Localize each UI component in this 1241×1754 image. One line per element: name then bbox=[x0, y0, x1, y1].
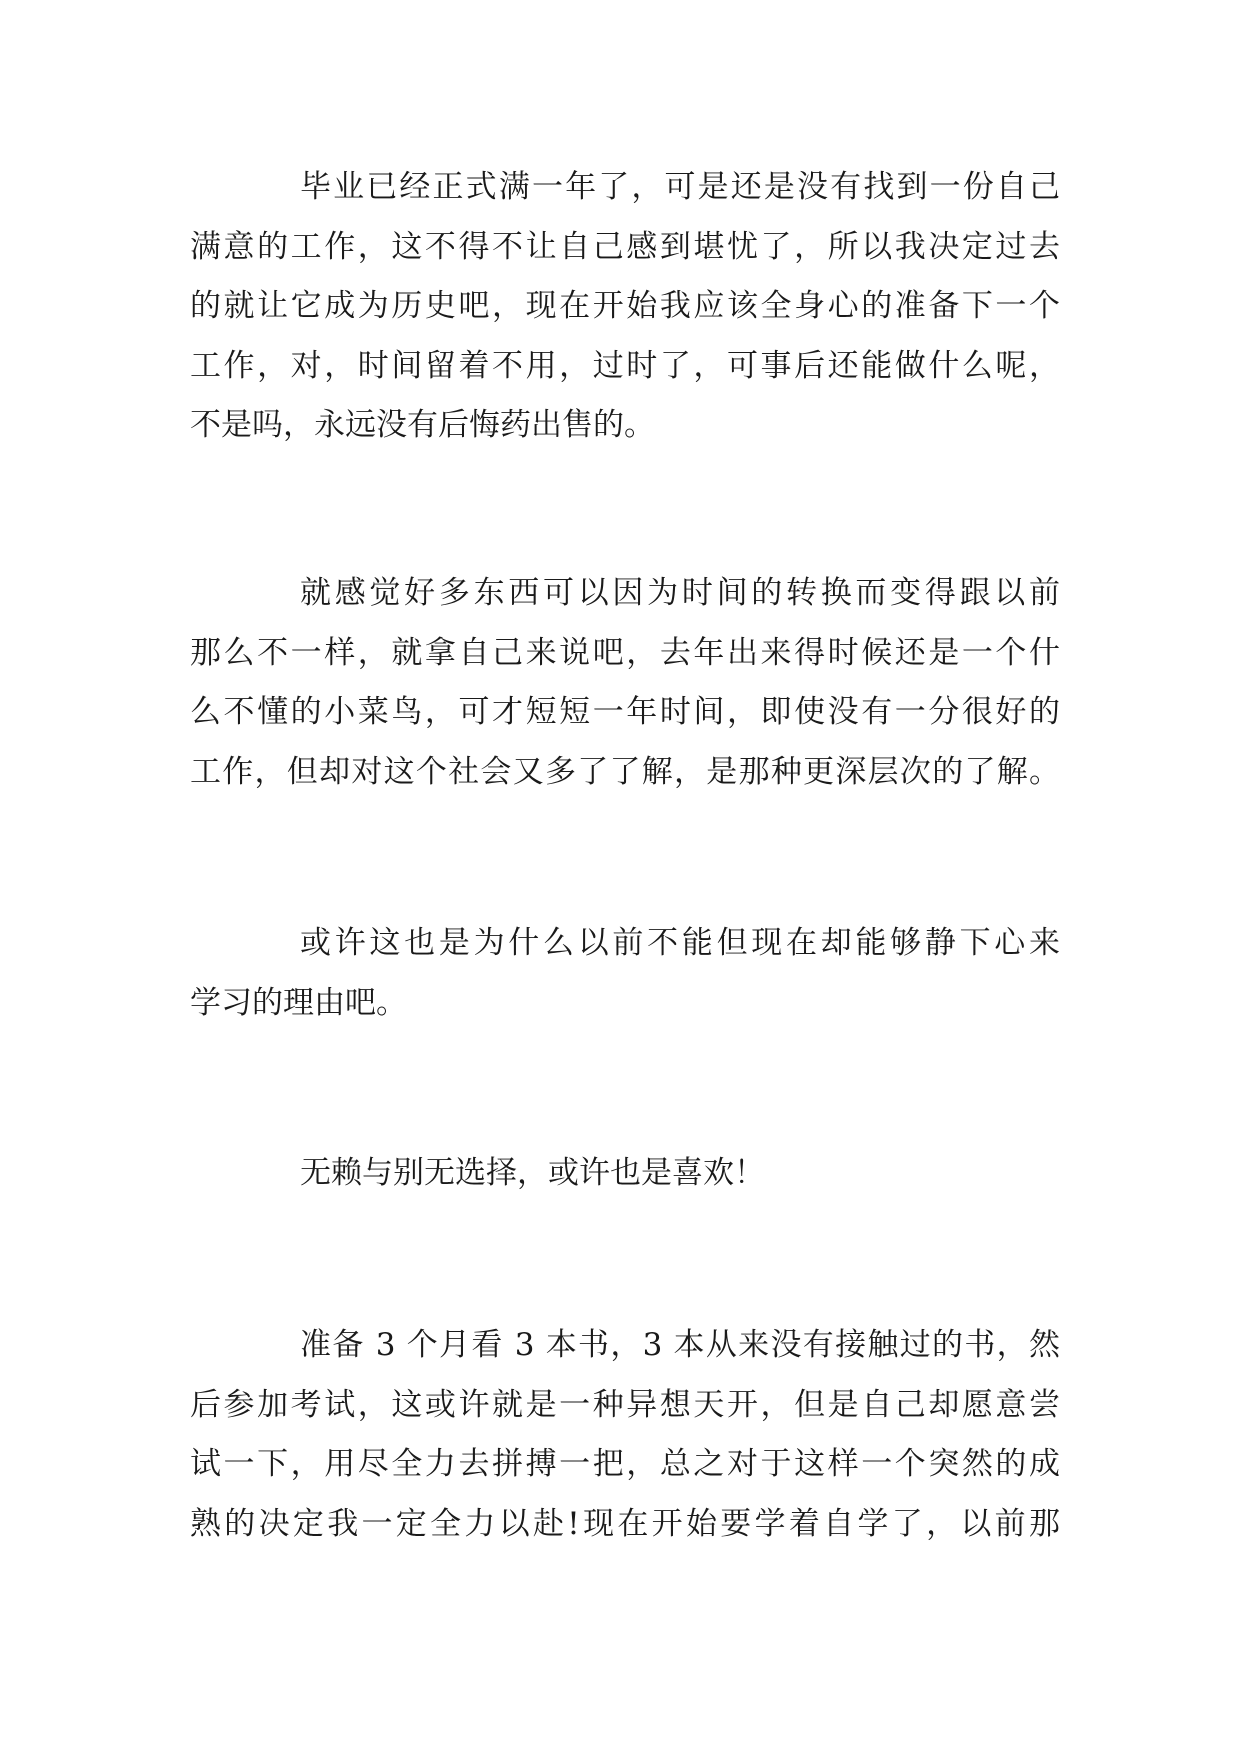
paragraph-line: 熟的决定我一定全力以赴!现在开始要学着自学了，以前那 bbox=[190, 1505, 1060, 1542]
paragraph-line: 那么不一样，就拿自己来说吧，去年出来得时候还是一个什 bbox=[190, 634, 1060, 671]
paragraph-line: 准备 3 个月看 3 本书，3 本从来没有接触过的书，然 bbox=[300, 1327, 1060, 1363]
paragraph-2 bbox=[190, 564, 1060, 802]
paragraph-3 bbox=[190, 914, 1060, 1033]
paragraph-line: 么不懂的小菜鸟，可才短短一年时间，即使没有一分很好的 bbox=[190, 694, 1060, 730]
paragraph-line: 试一下，用尽全力去拼搏一把，总之对于这样一个突然的成 bbox=[190, 1446, 1060, 1482]
paragraph-line: 的就让它成为历史吧，现在开始我应该全身心的准备下一个 bbox=[190, 288, 1060, 324]
paragraph-line: 工作，对，时间留着不用，过时了，可事后还能做什么呢， bbox=[190, 347, 1060, 384]
paragraph-line: 满意的工作，这不得不让自己感到堪忧了，所以我决定过去 bbox=[190, 228, 1060, 265]
paragraph-4 bbox=[190, 1144, 1060, 1204]
paragraph-line: 就感觉好多东西可以因为时间的转换而变得跟以前 bbox=[300, 575, 1060, 611]
paragraph-line: 后参加考试，这或许就是一种异想天开，但是自己却愿意尝 bbox=[190, 1386, 1060, 1423]
paragraph-5 bbox=[190, 1316, 1060, 1554]
paragraph-line: 无赖与别无选择，或许也是喜欢！ bbox=[300, 1155, 765, 1191]
paragraph-1 bbox=[190, 158, 1060, 456]
paragraph-line: 不是吗，永远没有后悔药出售的。 bbox=[190, 407, 655, 443]
paragraph-line: 或许这也是为什么以前不能但现在却能够静下心来 bbox=[300, 925, 1060, 961]
paragraph-line: 学习的理由吧。 bbox=[190, 984, 407, 1021]
paragraph-line: 工作，但却对这个社会又多了了解，是那种更深层次的了解。 bbox=[190, 753, 1060, 790]
paragraph-line: 毕业已经正式满一年了，可是还是没有找到一份自己 bbox=[300, 169, 1060, 205]
